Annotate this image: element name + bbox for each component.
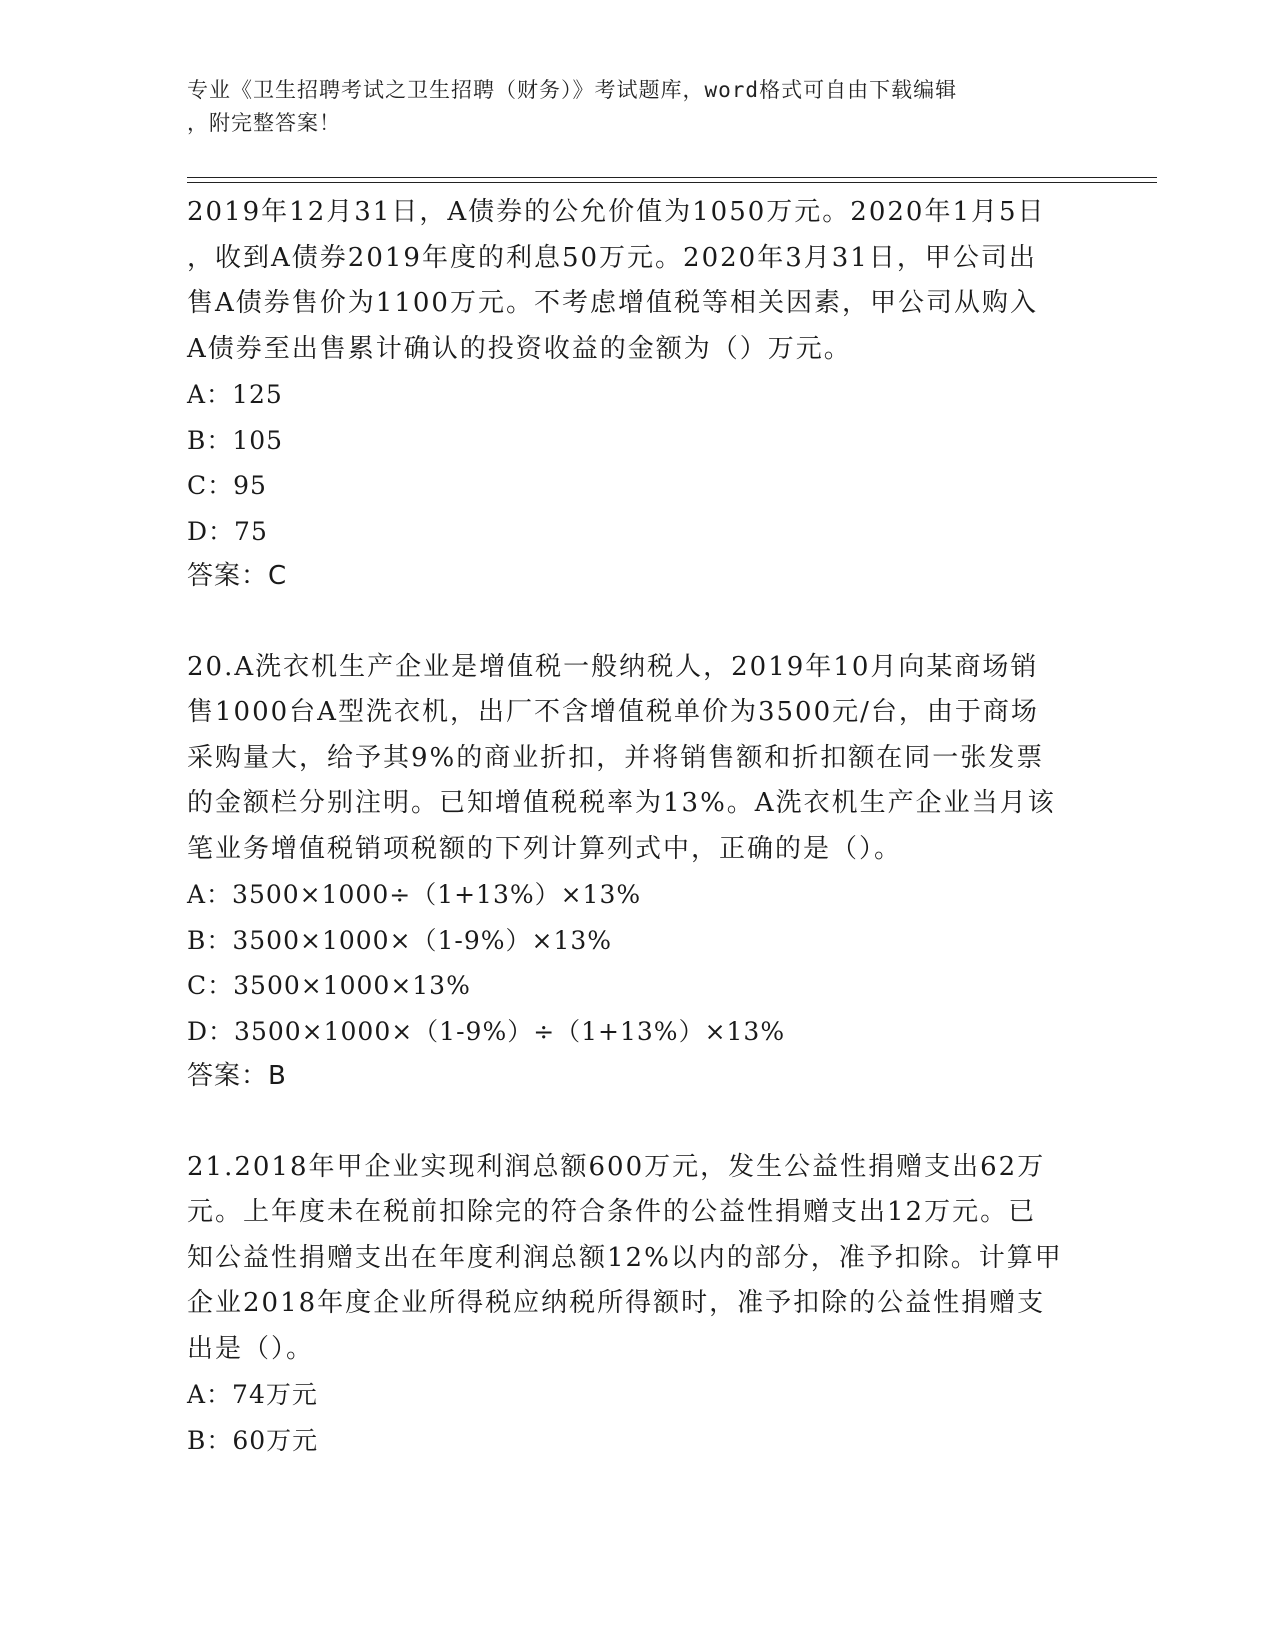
- option-c: C：3500×1000×13%: [187, 971, 471, 1000]
- question-20: [187, 645, 1087, 1100]
- option-d: D：3500×1000×（1-9%）÷（1+13%）×13%: [187, 1016, 786, 1046]
- question-stem-line: ，收到A债券2019年度的利息50万元。2020年3月31日，甲公司出: [187, 242, 1037, 273]
- question-stem-line: 2019年12月31日，A债券的公允价值为1050万元。2020年1月5日: [187, 197, 1046, 227]
- option-a: A：125: [187, 380, 283, 409]
- question-list: [187, 190, 1087, 1463]
- option-b: B：3500×1000×（1-9%）×13%: [187, 925, 613, 955]
- question-19: [187, 190, 1087, 600]
- question-stem-line: 采购量大，给予其9%的商业折扣，并将销售额和折扣额在同一张发票: [187, 742, 1045, 773]
- document-header: [187, 74, 1067, 140]
- option-a: A：74万元: [187, 1380, 318, 1409]
- question-stem-line: 售A债券售价为1100万元。不考虑增值税等相关因素，甲公司从购入: [187, 288, 1038, 318]
- option-a: A：3500×1000÷（1+13%）×13%: [187, 880, 642, 909]
- question-stem-line: 企业2018年度企业所得税应纳税所得额时，准予扣除的公益性捐赠支: [187, 1288, 1046, 1318]
- question-stem-line: 笔业务增值税销项税额的下列计算列式中，正确的是（）。: [187, 833, 903, 864]
- option-c: C：95: [187, 471, 267, 500]
- question-stem-line: 售1000台A型洗衣机，出厂不含增值税单价为3500元/台，由于商场: [187, 697, 1039, 727]
- header-line-2: ，附完整答案！: [187, 111, 341, 135]
- header-divider-top: [187, 177, 1157, 178]
- answer: 答案：C: [187, 561, 288, 591]
- header-divider-bottom: [187, 182, 1157, 183]
- option-b: B：60万元: [187, 1425, 319, 1455]
- question-stem-line: A债券至出售累计确认的投资收益的金额为（）万元。: [187, 333, 852, 364]
- option-b: B：105: [187, 425, 284, 455]
- question-stem-line: 出是（）。: [187, 1333, 315, 1364]
- header-line-1: 专业《卫生招聘考试之卫生招聘（财务）》考试题库，word格式可自由下载编辑: [187, 78, 958, 102]
- question-stem-line: 元。上年度未在税前扣除完的符合条件的公益性捐赠支出12万元。已: [187, 1197, 1037, 1227]
- option-d: D：75: [187, 516, 268, 546]
- question-stem-line: 20.A洗衣机生产企业是增值税一般纳税人，2019年10月向某商场销: [187, 651, 1039, 682]
- question-stem-line: 的金额栏分别注明。已知增值税税率为13%。A洗衣机生产企业当月该: [187, 788, 1056, 818]
- question-stem-line: 21.2018年甲企业实现利润总额600万元，发生公益性捐赠支出62万: [187, 1151, 1046, 1182]
- question-21: [187, 1145, 1087, 1464]
- answer: 答案：B: [187, 1061, 287, 1091]
- question-stem-line: 知公益性捐赠支出在年度利润总额12%以内的部分，准予扣除。计算甲: [187, 1242, 1063, 1273]
